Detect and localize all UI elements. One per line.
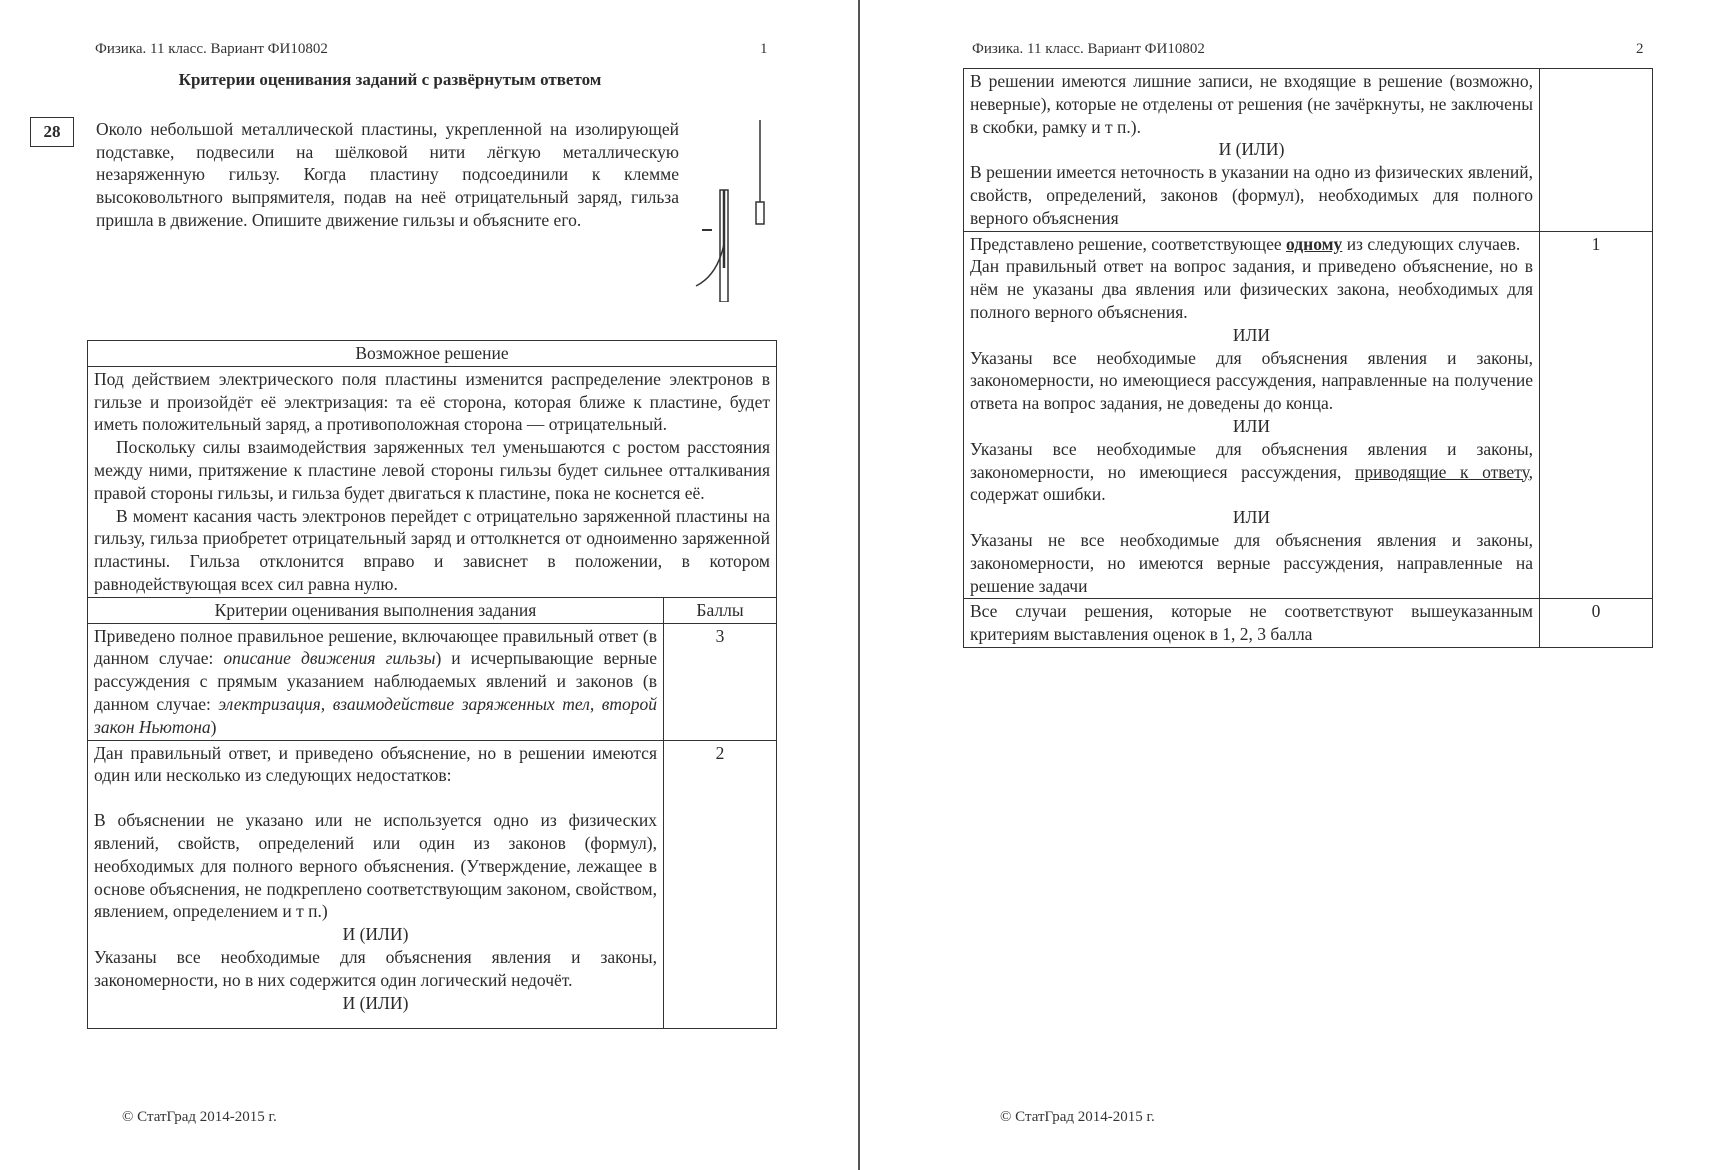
criteria-table-continued [963,68,1653,648]
criterion-paragraph [970,438,1533,506]
page-footer: © СтатГрад 2014-2015 г. [122,1109,277,1125]
criterion-0-text: Все случаи решения, которые не соответствуют вышеуказанным критериям выставления оценок в 1, 2, 3 балла [964,599,1540,648]
task-number-box: 28 [30,117,74,147]
solution-paragraph: В момент касания часть электронов перейдет с отрицательно заряженной пластины на гильзу, гильза приобретет отрицательный заряд и оттолкнется от одноименно заряженной пластины. Гильза отклонится вправо и зависнет в положении, в котором равнодействующая всех сил равна нулю. [94,505,770,594]
solution-paragraph: Под действием электрического поля пластины изменится распределение электронов в гильзе и произойдёт её электризация: та её сторона, которая ближе к пластине, будет иметь положительный заряд, а противоположная сторона — отрицательный. [94,368,770,435]
criterion-paragraph: В решении имеются лишние записи, не входящие в решение (возможно, неверные), которые не отделены от решения (не зачёркнуты, не заключены в скобки, рамку и т п.). [970,71,1533,137]
criterion-2-continued-text [964,69,1540,232]
and-or-separator: И (ИЛИ) [342,992,409,1013]
criterion-text-part: Указаны все необходимые для объяснения явления и законы, закономерности, но имеющиеся рассуждения, [970,438,1533,482]
criterion-1-text [964,231,1540,599]
criterion-paragraph: Указаны не все необходимые для объяснения явления и законы, закономерности, но имеются верные рассуждения, направленные на решение задачи [970,529,1533,596]
page-footer: © СтатГрад 2014-2015 г. [1000,1109,1155,1125]
criterion-paragraph: Указаны все необходимые для объяснения явления и законы, закономерности, но имеющиеся рассуждения, направленные на получение ответа на вопрос задания, не доведены до конца. [970,347,1533,414]
criterion-text-part: , содержат ошибки. [970,461,1533,505]
criterion-0-score: 0 [1540,599,1653,648]
criterion-emphasis: одному [1286,233,1343,254]
page-header: Физика. 11 класс. Вариант ФИ10802 [95,41,328,57]
criterion-2-text [88,740,664,1028]
page-header: Физика. 11 класс. Вариант ФИ10802 [972,41,1205,57]
criterion-underlined: приводящие к ответу [1355,461,1529,482]
solution-header: Возможное решение [88,341,777,367]
score-header: Баллы [664,597,777,623]
criterion-3-score: 3 [664,623,777,740]
criterion-paragraph: Дан правильный ответ, и приведено объяснение, но в решении имеются один или несколько из следующих недостатков: [94,742,657,786]
criterion-paragraph: В объяснении не указано или не используется одно из физических явлений, свойств, определений или один из законов (формул), необходимых для полного верного объяснения. (Утверждение, лежащее в основе объяснения, не подкреплено соответствующим законом, свойством, явлением, определением и т п.) [94,810,657,922]
page-number: 2 [1636,41,1644,57]
page-divider [858,0,860,1170]
document-title: Критерии оценивания заданий с развёрнутым ответом [178,70,602,89]
or-separator: ИЛИ [1232,415,1271,436]
criterion-2-score: 2 [664,740,777,1028]
criterion-intro [970,233,1533,256]
or-separator: ИЛИ [1232,324,1271,345]
metal-sleeve [756,202,764,224]
criterion-paragraph: Указаны все необходимые для объяснения явления и законы, закономерности, но в них содержится один логический недочёт. [94,946,657,990]
criterion-text-part: Приведено полное правильное решение, включающее правильный ответ (в данном случае: [94,625,657,669]
solution-table [87,340,777,1029]
criterion-text-part: ) и исчерпывающие верные рассуждения с прямым указанием наблюдаемых явлений и законов (в данном случае: [94,648,658,714]
and-or-separator: И (ИЛИ) [342,924,409,945]
criteria-header: Критерии оценивания выполнения задания [88,597,664,623]
page-number: 1 [760,41,768,57]
criterion-text-part: Представлено решение, соответствующее [970,233,1287,254]
criterion-3-text [88,623,664,740]
criterion-1-score: 1 [1540,231,1653,599]
criterion-2-continued-score [1540,69,1653,232]
task-statement: Около небольшой металлической пластины, укрепленной на изолирующей подставке, подвесили на шёлковой нити лёгкую металлическую незаряженную гильзу. Когда пластину подсоединили к клемме высоковольтного выпрямителя, подав на неё отрицательный заряд, гильза пришла в движение. Опишите движение гильзы и объясните его. [96,119,679,230]
criterion-italic-part: электризация, взаимодействие заряженных тел, второй закон Ньютона [94,693,657,737]
solution-paragraph: Поскольку силы взаимодействия заряженных тел уменьшаются с ростом расстояния между ними, притяжение к пластине левой стороны гильзы будет сильнее отталкивания правой стороны гильзы, и гильза будет двигаться к пластине, пока не коснется её. [94,437,770,503]
criterion-italic-part: описание движения гильзы [223,648,436,669]
and-or-separator: И (ИЛИ) [1218,139,1285,160]
criterion-paragraph: Дан правильный ответ на вопрос задания, и приведено объяснение, но в нём не указаны два явления или физических закона, необходимых для полного верного объяснения. [970,256,1533,322]
solution-body [88,366,777,597]
criterion-text-part: из следующих случаев. [1342,233,1521,254]
plate-and-sleeve-figure [690,118,770,302]
or-separator: ИЛИ [1232,507,1271,528]
criterion-paragraph: В решении имеется неточность в указании на одно из физических явлений, свойств, определений, законов (формул), необходимых для полного верного объяснения [970,162,1533,228]
criterion-text-part: ) [210,716,217,737]
